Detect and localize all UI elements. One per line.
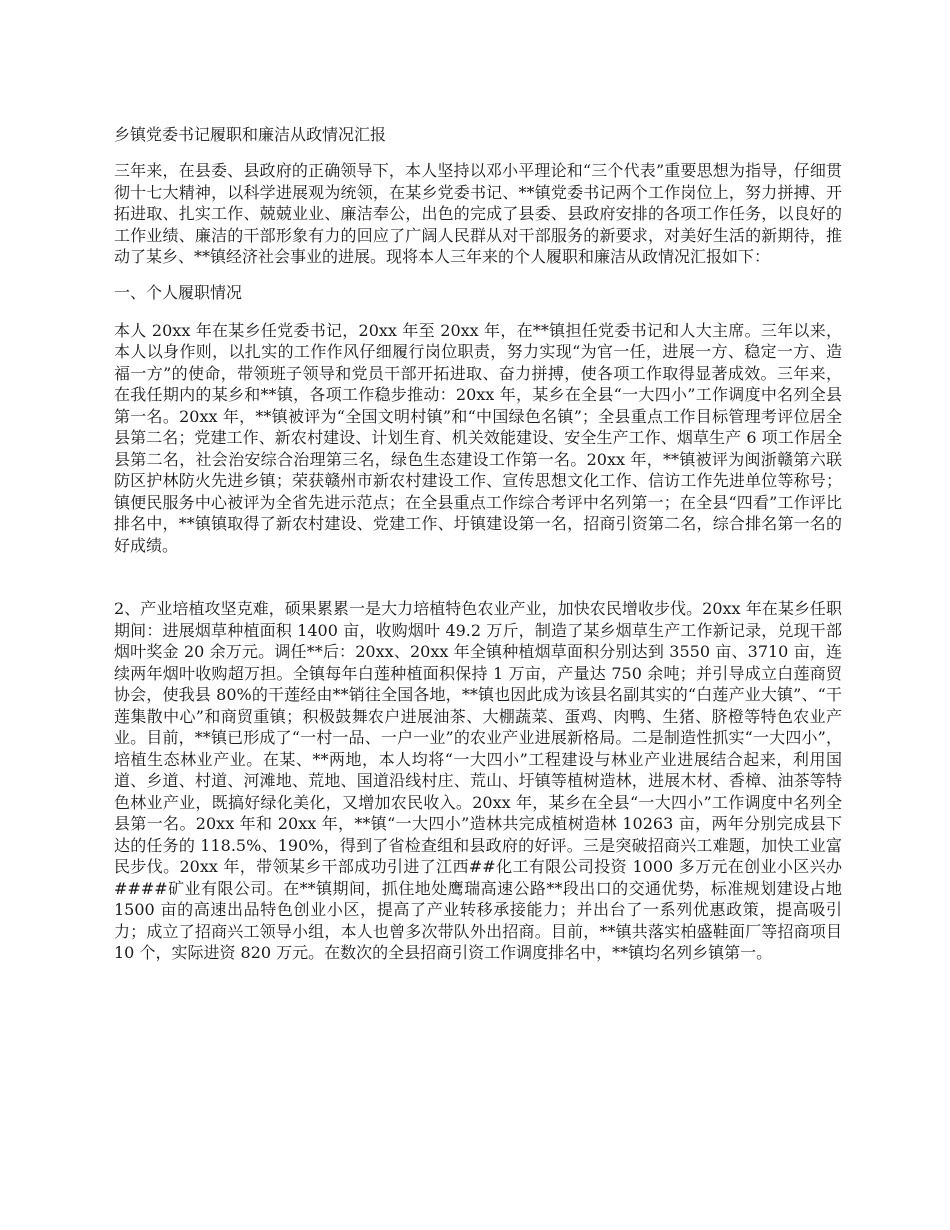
section2-paragraph: 2、产业培植攻坚克难，硕果累累一是大力培植特色农业产业，加快农民增收步伐。20xx 年在某乡任职期间：进展烟草种植面积 1400 亩，收购烟叶 49.2 万斤，制造了某乡烟草生产工作新记录，兑现干部烟叶奖金 20 余万元。调任**后：20xx、20xx 年全镇种植烟草面积分别达到 3550 亩、3710 亩，连续两年烟叶收购超万担。全镇每年白莲种植面积保持 1 万亩，产量达 750 余吨；并引导成立白莲商贸协会，使我县 80%的干莲经由**销往全国各地，**镇也因此成为该县名副其实的“白莲产业大镇”、“干莲集散中心”和商贸重镇；积极鼓舞农户进展油茶、大棚蔬菜、蛋鸡、肉鸭、生猪、脐橙等特色农业产业。目前，**镇已形成了“一村一品、一户一业”的农业产业进展新格局。二是制造性抓实“一大四小”，培植生态林业产业。在某、**两地，本人均将“一大四小”工程建设与林业产业进展结合起来，利用国道、乡道、村道、河滩地、荒地、国道沿线村庄、荒山、圩镇等植树造林，进展木材、香樟、油茶等特色林业产业，既搞好绿化美化，又增加农民收入。20xx 年，某乡在全县“一大四小”工作调度中名列全县第一名。20xx 年和 20xx 年，**镇“一大四小”造林共完成植树造林 10263 亩，两年分别完成县下达的任务的 118.5%、190%，得到了省检查组和县政府的好评。三是突破招商兴工难题，加快工业富民步伐。20xx 年，带领某乡干部成功引进了江西##化工有限公司投资 1000 多万元在创业小区兴办####矿业有限公司。在**镇期间，抓住地处鹰瑞高速公路**段出口的交通优势，标准规划建设占地 1500 亩的高速出品特色创业小区，提高了产业转移承接能力；并出台了一系列优惠政策，提高吸引力；成立了招商兴工领导小组，本人也曾多次带队外出招商。目前，**镇共落实柏盛鞋面厂等招商项目 10 个，实际进资 820 万元。在数次的全县招商引资工作调度排名中，**镇均名列乡镇第一。: [114, 599, 842, 962]
document-title: 乡镇党委书记履职和廉洁从政情况汇报: [114, 125, 387, 144]
spacer: [114, 268, 842, 282]
section1-paragraph: 本人 20xx 年在某乡任党委书记，20xx 年至 20xx 年，在**镇担任党委书记和人大主席。三年以来，本人以身作则，以扎实的工作作风仔细履行岗位职责，努力实现“为官一任，进展一方、稳定一方、造福一方”的使命，带领班子领导和党员干部开拓进取、奋力拼搏，使各项工作取得显著成效。三年来，在我任期内的某乡和**镇，各项工作稳步推动：20xx 年，某乡在全县“一大四小”工作调度中名列全县第一名。20xx 年，**镇被评为“全国文明村镇”和“中国绿色名镇”；全县重点工作目标管理考评位居全县第二名；党建工作、新农村建设、计划生育、机关效能建设、安全生产工作、烟草生产 6 项工作居全县第二名，社会治安综合治理第三名，绿色生态建设工作第一名。20xx 年，**镇被评为闽浙赣第六联防区护林防火先进乡镇；荣获赣州市新农村建设工作、宣传思想文化工作、信访工作先进单位等称号；镇便民服务中心被评为全省先进示范点；在全县重点工作综合考评中名列第一；在全县“四看”工作评比排名中，**镇镇取得了新农村建设、党建工作、圩镇建设第一名，招商引资第二名，综合排名第一名的好成绩。: [114, 320, 842, 555]
section-heading: 一、个人履职情况: [114, 282, 243, 302]
spacer: [114, 556, 842, 598]
intro-paragraph: 三年来，在县委、县政府的正确领导下，本人坚持以邓小平理论和“三个代表”重要思想为指导，仔细贯彻十七大精神，以科学进展观为统领，在某乡党委书记、**镇党委书记两个工作岗位上，努力拼搏、开拓进取、扎实工作、兢兢业业、廉洁奉公，出色的完成了县委、县政府安排的各项工作任务，以良好的工作业绩、廉洁的干部形象有力的回应了广阔人民群从对干部服务的新要求，对美好生活的新期待，推动了某乡、**镇经济社会事业的进展。现将本人三年来的个人履职和廉洁从政情况汇报如下：: [114, 161, 842, 266]
document-page: [114, 124, 842, 964]
spacer: [114, 146, 842, 160]
spacer: [114, 304, 842, 320]
